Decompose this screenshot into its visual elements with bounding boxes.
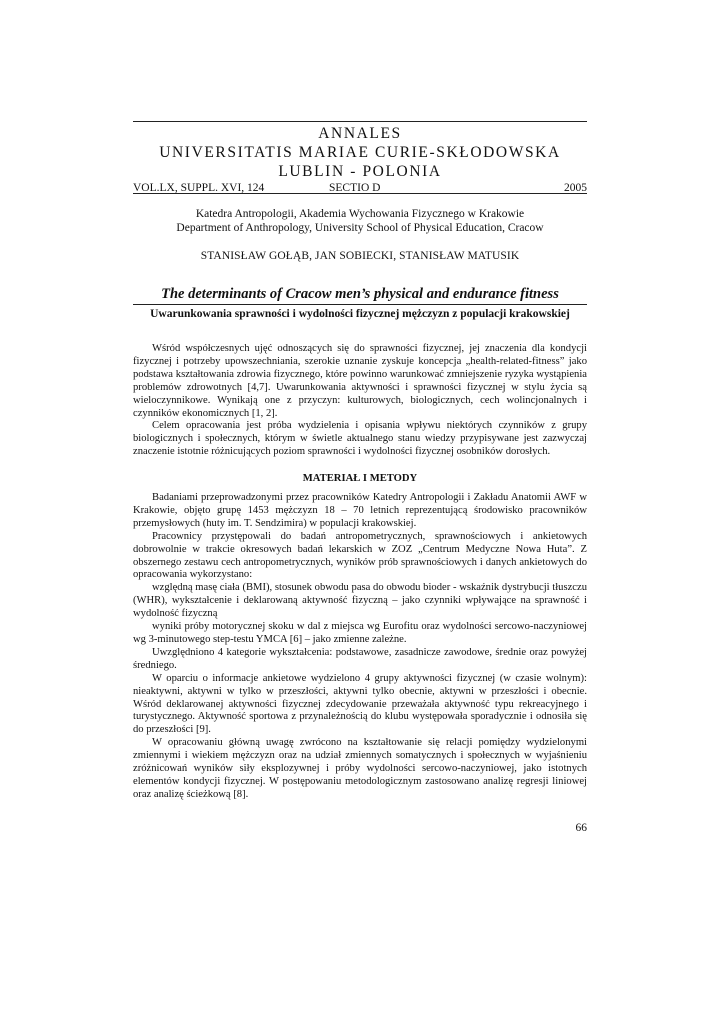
title-polish: Uwarunkowania sprawności i wydolności fizycznej mężczyzn z populacji krakowskiej (150, 308, 570, 320)
introduction (133, 343, 587, 459)
section-heading-methods: MATERIAŁ I METODY (302, 473, 418, 484)
volume-info: VOL.LX, SUPPL. XVI, 124 (133, 182, 265, 194)
methods-paragraph-4: wyniki próby motorycznej skoku w dal z miejsca wg Eurofitu oraz wydolności sercowo-naczyniowej wg 3-minutowego step-testu YMCA [6] – jako zmienne zależne. (133, 621, 587, 645)
authors-block (133, 249, 587, 263)
methods-paragraph-2: Pracownicy przystępowali do badań antropometrycznych, sprawnościowych i ankietowych dobrowolnie w trakcie okresowych badań lekarskich w ZOZ „Centrum Medyczne Nowa Huta”. Z obszernego zestawu cech antropometrycznych, wyników prób sprawnościowych i danych ankietowych do opracowania wykorzystano: (133, 530, 587, 581)
affiliation-en: Department of Anthropology, University School of Physical Education, Cracow (176, 222, 544, 234)
methods-paragraph-1: Badaniami przeprowadzonymi przez pracowników Katedry Antropologii i Zakładu Anatomii AWF w Krakowie, objęto grupę 1453 mężczyzn 18 – 70 letnich reprezentującą środowisko pracowników przemysłowych (huty im. T. Sendzimira) w populacji krakowskiej. (133, 492, 587, 529)
methods-heading-block (133, 472, 587, 485)
methods-paragraph-6: W oparciu o informacje ankietowe wydzielono 4 grupy aktywności fizycznej (w czasie wolnym): nieaktywni, aktywni w tylko w przeszłości, aktywni tylko obecnie, aktywni w przeszłości i obecnie. Wśród deklarowanej aktywności fizycznej zdecydowanie przeważała aktywność typu rekreacyjnego i turystycznego. Aktywność sportowa z przynależnością do klubu występowała sporadycznie i odnosiła się do przeszłości [9]. (133, 672, 587, 736)
journal-name-line3: LUBLIN - POLONIA (278, 163, 442, 180)
intro-paragraph-1: Wśród współczesnych ujęć odnoszących się do sprawności fizycznej, jej znaczenia dla kondycji fizycznej i potrzeby upowszechniania, szerokie uznanie zyskuje koncepcja „health-related-fitness” jako podstawa kształtowania zdrowia fizycznego, które powinno warunkować zmniejszenie ryzyka wystąpienia problemów zdrowotnych [4,7]. Uwarunkowania aktywności i sprawności fizycznej w stylu życia są wieloczynnikowe. Wynikają one z przyczyn: kulturowych, biologicznych, cech wolincjonalnych i czynników ekonomicznych [1, 2]. (133, 343, 587, 419)
methods-body (133, 492, 587, 802)
subtitle-block (133, 307, 587, 321)
methods-paragraph-7: W opracowaniu główną uwagę zwrócono na kształtowanie się relacji pomiędzy wydzielonymi zmiennymi i wiekiem mężczyzn oraz na udział zmiennych somatycznych i społecznych w wyjaśnieniu zróżnicowań wyników siły eksplozywnej i próby wydolności sercowo-naczyniowej, jako istotnych elementów kondycji fizycznej. W postępowaniu metodologicznym zastosowano analizę regresji liniowej oraz analizę ścieżkową [8]. (133, 737, 587, 800)
intro-paragraph-2: Celem opracowania jest próba wydzielenia i opisania wpływu niektórych czynników z grupy biologicznych i społecznych, którym w świetle aktualnego stanu wiedzy przypisywane jest zazwyczaj znaczenie istotnie różnicujących poziom sprawności i wydolności fizycznej osobników dorosłych. (133, 420, 587, 458)
page-number: 66 (575, 822, 587, 834)
section-info: SECTIO D (329, 182, 381, 194)
authors: STANISŁAW GOŁĄB, JAN SOBIECKI, STANISŁAW MATUSIK (200, 250, 520, 262)
methods-paragraph-5: Uwzględniono 4 kategorie wykształcenia: podstawowe, zasadnicze zawodowe, średnie oraz powyżej średniego. (133, 646, 587, 671)
affiliation-pl: Katedra Antropologii, Akademia Wychowania Fizycznego w Krakowie (195, 208, 525, 220)
affiliation (133, 207, 587, 235)
year-info: 2005 (564, 182, 587, 194)
header-rule (133, 193, 587, 194)
methods-paragraph-3: względną masę ciała (BMI), stosunek obwodu pasa do obwodu bioder - wskaźnik dystrybucji tłuszczu (WHR), wykształcenie i deklarowaną aktywność fizyczną – jako czynniki wpływające na sprawność i wydolność fizyczną (133, 582, 587, 620)
title-rule (133, 304, 587, 305)
journal-name-line2: UNIVERSITATIS MARIAE CURIE-SKŁODOWSKA (159, 144, 561, 161)
top-rule (133, 121, 587, 122)
title-block (133, 285, 587, 303)
journal-name-line1: ANNALES (318, 125, 402, 142)
title-english: The determinants of Cracow men’s physical and endurance fitness (161, 286, 559, 302)
journal-header (133, 124, 587, 195)
